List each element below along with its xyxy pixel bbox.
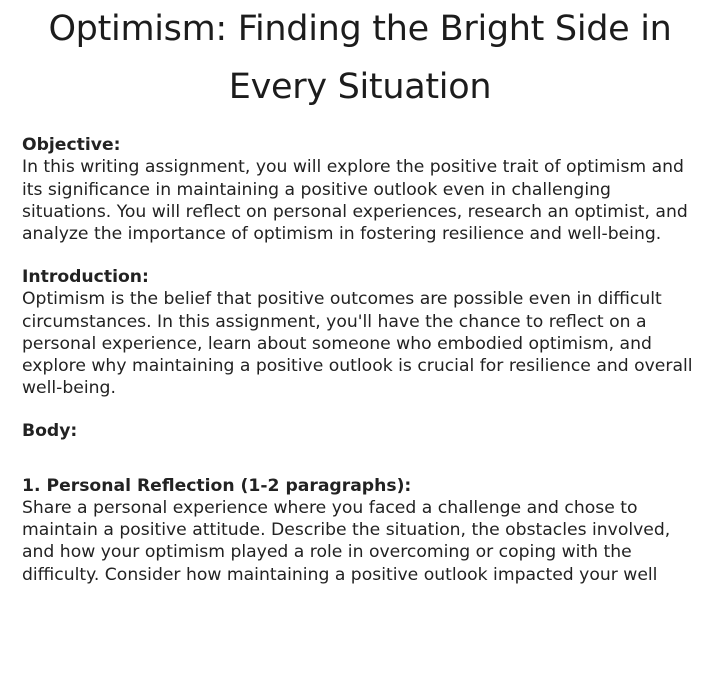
- objective-section: [22, 134, 702, 245]
- title-line-2: Every Situation: [228, 67, 492, 107]
- page-title: [0, 0, 720, 116]
- personal-reflection-heading: 1. Personal Reflection (1-2 paragraphs):: [22, 475, 412, 496]
- body-heading: Body:: [22, 421, 78, 442]
- body-section: [22, 420, 702, 442]
- objective-heading: Objective:: [22, 135, 121, 155]
- introduction-section: [22, 266, 702, 400]
- document-content: [22, 134, 702, 607]
- introduction-text: Optimism is the belief that positive outcomes are possible even in difficult circumstances. In this assignment, you'll have the chance to reflect on a personal experience, learn about someone who embodied optimism, and explore why maintaining a positive outlook is crucial for resilience and overall well-being.: [22, 289, 693, 399]
- personal-reflection-section: [22, 475, 702, 586]
- objective-text: In this writing assignment, you will explore the positive trait of optimism and its significance in maintaining a positive outlook even in challenging situations. You will reflect on personal experiences, research an optimist, and analyze the importance of optimism in fostering resilience and well-being.: [22, 157, 688, 245]
- title-line-1: Optimism: Finding the Bright Side in: [48, 9, 672, 49]
- introduction-heading: Introduction:: [22, 266, 149, 287]
- personal-reflection-text: Share a personal experience where you faced a challenge and chose to maintain a positive attitude. Describe the situation, the obstacles involved, and how your optimism played a role in overcoming or coping with the difficulty. Consider how maintaining a positive outlook impacted your well: [22, 497, 671, 585]
